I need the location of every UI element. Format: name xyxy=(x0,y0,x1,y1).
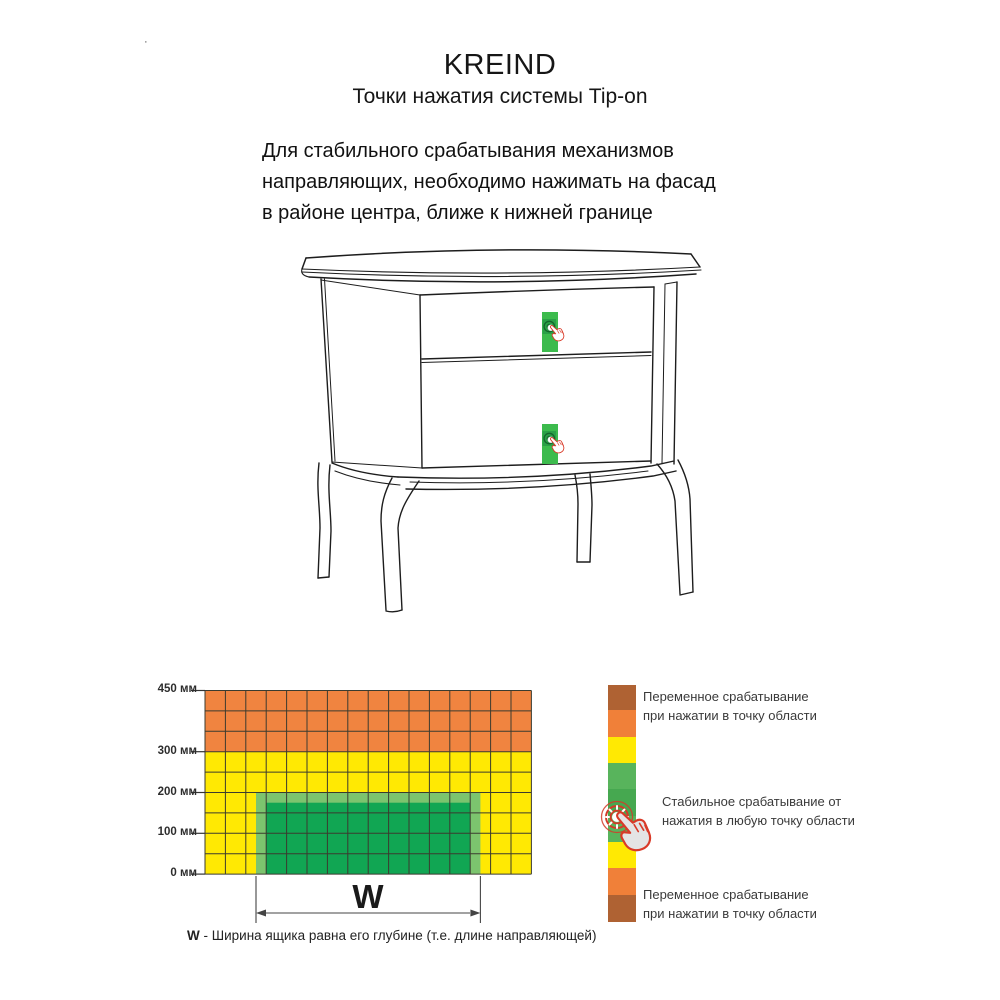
description-line: в районе центра, ближе к нижней границе xyxy=(262,202,653,224)
axis-label-100: 100 мм xyxy=(157,826,197,838)
page-title: KREIND xyxy=(443,49,557,81)
legend-segment-brown xyxy=(608,685,636,710)
page-subtitle: Точки нажатия системы Tip-on xyxy=(352,85,648,108)
cabinet-legs xyxy=(318,460,693,612)
axis-ticks xyxy=(191,691,205,875)
legend-item-variable-bottom xyxy=(643,885,817,923)
width-caption-bold: W xyxy=(187,928,200,943)
axis-label-200: 200 мм xyxy=(157,786,197,798)
legend-segment-orange xyxy=(608,710,636,737)
legend-item-line: Переменное срабатывание xyxy=(643,689,809,704)
legend-item-line: при нажатии в точку области xyxy=(643,906,817,921)
axis-label-0: 0 мм xyxy=(170,867,197,879)
legend-item-stable xyxy=(662,792,855,830)
cabinet-top xyxy=(302,250,701,282)
legend-segment-brown xyxy=(608,895,636,922)
width-label: W xyxy=(352,878,384,915)
press-point-top-drawer xyxy=(542,312,564,352)
legend-item-line: при нажатии в точку области xyxy=(643,708,817,723)
width-caption-text: - Ширина ящика равна его глубине (т.е. длине направляющей) xyxy=(199,928,597,943)
axis-label-300: 300 мм xyxy=(157,745,197,757)
press-point-bottom-drawer xyxy=(542,424,564,464)
description-line: Для стабильного срабатывания механизмов xyxy=(262,140,674,162)
description xyxy=(262,136,716,229)
nightstand-drawing xyxy=(288,244,708,624)
axis-label-450: 450 мм xyxy=(157,683,197,695)
corner-mark: · xyxy=(144,36,148,48)
legend-item-line: Стабильное срабатывание от xyxy=(662,794,842,809)
description-line: направляющих, необходимо нажимать на фасад xyxy=(262,171,716,193)
legend-item-line: нажатия в любую точку области xyxy=(662,813,855,828)
legend-item-line: Переменное срабатывание xyxy=(643,887,809,902)
legend-segment-yellow xyxy=(608,737,636,763)
width-caption xyxy=(187,928,596,943)
legend-item-variable-top xyxy=(643,687,817,725)
cabinet-body xyxy=(321,279,677,468)
